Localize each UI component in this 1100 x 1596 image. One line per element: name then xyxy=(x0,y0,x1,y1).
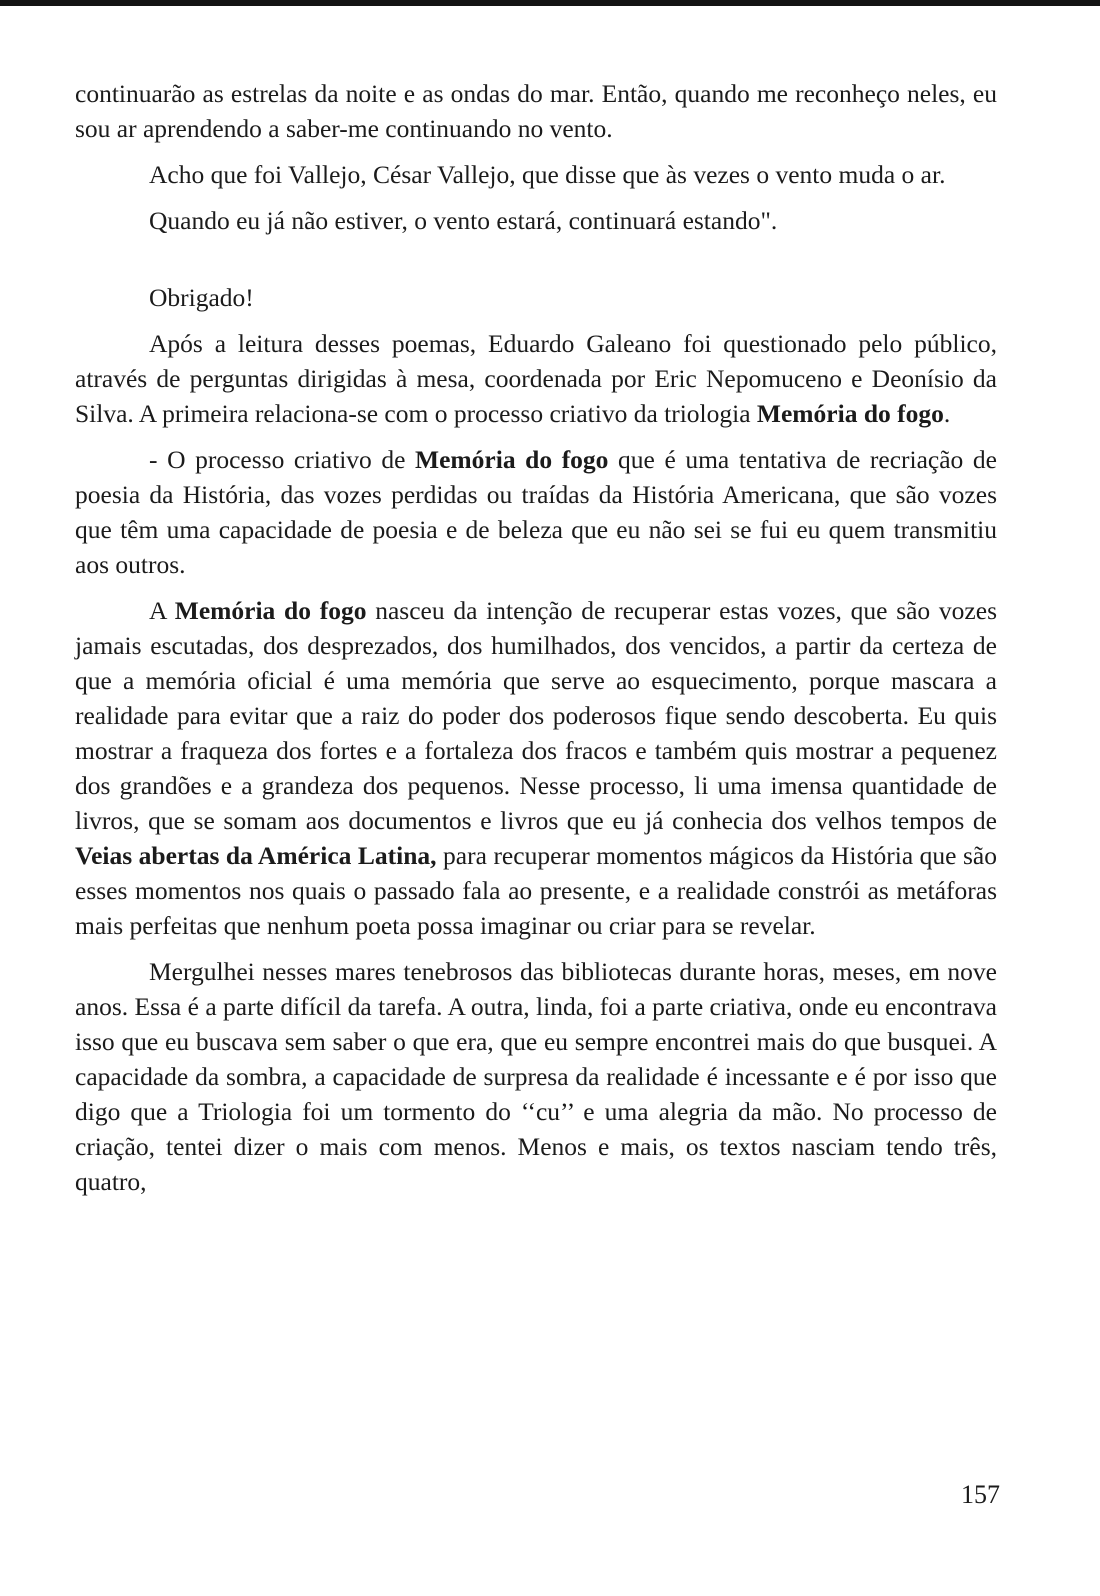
paragraph xyxy=(75,593,997,943)
paragraph-text: Quando eu já não estiver, o vento estará, continuará estando". xyxy=(149,206,778,235)
paragraph xyxy=(75,157,997,192)
paragraph-text: que é uma tentativa de recriação de poesia da História, das vozes perdidas ou traídas da História Americana, que são vozes que têm uma capacidade de poesia e de beleza que eu não sei se fui eu quem transmitiu aos outros. xyxy=(75,445,997,579)
paragraph-text: Obrigado! xyxy=(149,283,254,312)
page-body xyxy=(75,76,997,1210)
paragraph-text: Após a leitura desses poemas, Eduardo Galeano foi questionado pelo público, através de perguntas dirigidas à mesa, coordenada por Eric Nepomuceno e Deonísio da Silva. A primeira relaciona-se com o processo criativo da triologia xyxy=(75,329,997,428)
paragraph xyxy=(75,954,997,1199)
paragraph-text: nasceu da intenção de recuperar estas vozes, que são vozes jamais escutadas, dos desprezados, dos humilhados, dos vencidos, a partir da certeza de que a memória oficial é uma memória que serve ao esquecimento, porque mascara a realidade para evitar que a raiz do poder dos poderosos fique sendo descoberta. Eu quis mostrar a fraqueza dos fortes e a fortaleza dos fracos e também quis mostrar a pequenez dos grandões e a grandeza dos pequenos. Nesse processo, li uma imensa quantidade de livros, que se somam aos documentos e livros que eu já conhecia dos velhos tempos de xyxy=(75,596,997,835)
bold-title-text: Veias abertas da América Latina, xyxy=(75,841,437,870)
paragraph-text: - O processo criativo de xyxy=(149,445,416,474)
bold-title-text: Memória do fogo xyxy=(756,399,944,428)
paragraph-text: . xyxy=(943,399,951,428)
paragraph-text: Acho que foi Vallejo, César Vallejo, que disse que às vezes o vento muda o ar. xyxy=(149,160,946,189)
paragraph xyxy=(75,326,997,431)
paragraph xyxy=(75,280,997,315)
top-scan-edge xyxy=(0,0,1100,6)
paragraph-text: A xyxy=(149,596,175,625)
page-number: 157 xyxy=(961,1480,1000,1509)
bold-title-text: Memória do fogo xyxy=(415,445,609,474)
paragraph xyxy=(75,76,997,146)
paragraph xyxy=(75,442,997,582)
paragraph-text: para recuperar momentos mágicos da História que são esses momentos nos quais o passado fala ao presente, e a realidade constrói as metáforas mais perfeitas que nenhum poeta possa imaginar ou criar para se revelar. xyxy=(75,841,998,940)
bold-title-text: Memória do fogo xyxy=(174,596,367,625)
paragraph xyxy=(75,203,997,238)
paragraph-text: continuarão as estrelas da noite e as ondas do mar. Então, quando me reconheço neles, eu sou ar aprendendo a saber-me continuando no vento. xyxy=(75,79,997,143)
paragraph-text: Mergulhei nesses mares tenebrosos das bibliotecas durante horas, meses, em nove anos. Essa é a parte difícil da tarefa. A outra, linda, foi a parte criativa, onde eu encontrava isso que eu buscava sem saber o que era, que eu sempre encontrei mais do que busquei. A capacidade da sombra, a capacidade de surpresa da realidade é incessante e é por isso que digo que a Triologia foi um tormento do ‘‘cu’’ e uma alegria da mão. No processo de criação, tentei dizer o mais com menos. Menos e mais, os textos nasciam tendo três, quatro, xyxy=(75,957,997,1196)
